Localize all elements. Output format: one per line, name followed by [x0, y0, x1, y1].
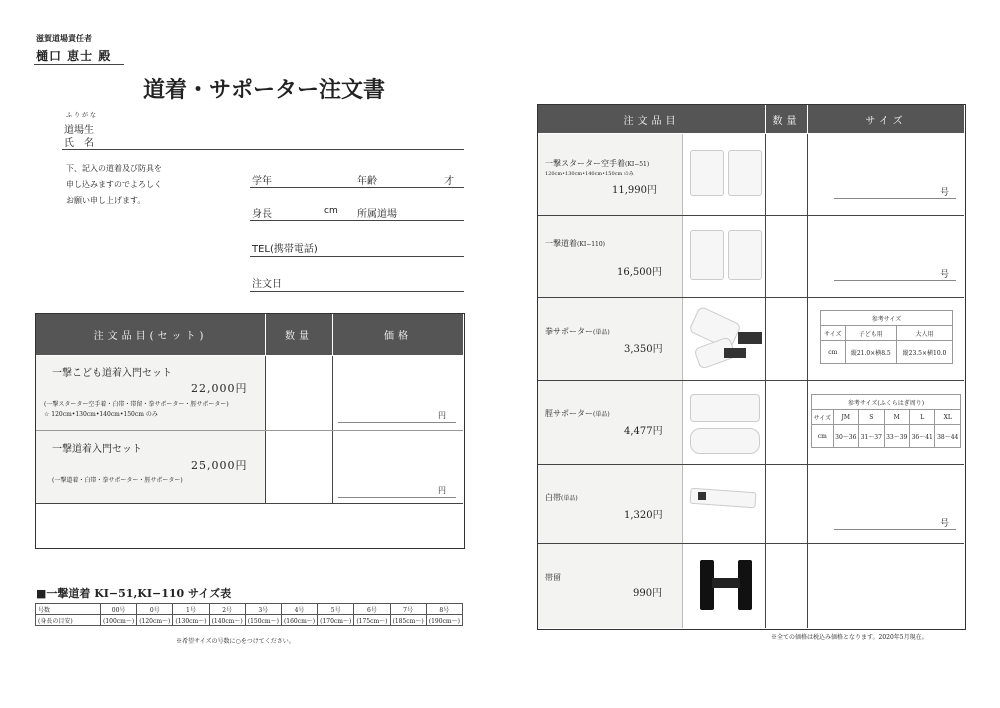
- grade-label: 学年: [252, 176, 272, 187]
- applicant-label-1: 道場生: [64, 125, 94, 136]
- item-row-5-price: 1,320円: [624, 510, 663, 521]
- item-row-6-name: 帯留: [545, 573, 561, 582]
- set-row-1-name: 一撃こども道着入門セット: [52, 368, 172, 379]
- page-title: 道着・サポーター注文書: [143, 78, 386, 103]
- item-row-2-size-field[interactable]: [834, 280, 956, 281]
- dogi-image: [690, 230, 724, 280]
- item-row-1-name: 一撃スターター空手着(KI−51): [545, 159, 650, 168]
- set-row-2-name: 一撃道着入門セット: [52, 444, 142, 455]
- set-row-2-price-field[interactable]: [338, 497, 456, 498]
- order-date-label: 注文日: [252, 279, 282, 290]
- shin-ref-table: 参考サイズ(ふくらはぎ周り) サイズ JM S M L XL cm 30〜36 31〜37 33〜39 36〜41 38〜44: [811, 394, 961, 448]
- karate-gi-image: [690, 150, 724, 196]
- set-header-price: 価格: [333, 314, 463, 355]
- item-row-1-price: 11,990円: [612, 185, 657, 196]
- height-field[interactable]: [250, 220, 464, 221]
- dojo-label: 所属道場: [357, 209, 397, 220]
- set-row-2-price: 25,000円: [191, 459, 248, 472]
- footer-note: ※全ての価格は税込み価格となります。2020年5月現在。: [771, 634, 928, 641]
- addressee-role: 滋賀道場責任者: [36, 34, 92, 43]
- set-row-1-price: 22,000円: [191, 382, 248, 395]
- item-row-1-unit: 号: [940, 188, 950, 198]
- age-label: 年齢: [357, 176, 377, 187]
- item-row-2-price: 16,500円: [617, 267, 662, 278]
- item-row-3-price: 3,350円: [624, 344, 663, 355]
- applicant-label-2: 氏 名: [64, 138, 94, 149]
- fist-supporter-strap-icon: [738, 332, 762, 344]
- addressee-name: 樋口 恵士 殿: [36, 49, 112, 63]
- set-row-1-unit: 円: [438, 411, 446, 420]
- shin-supporter-image-2: [690, 428, 760, 454]
- item-header-size: サイズ: [808, 105, 964, 133]
- set-row-1-note2: ☆ 120cm•130cm•140cm•150cm のみ: [44, 411, 158, 418]
- size-table-note: ※希望サイズの号数に○をつけてください。: [176, 638, 295, 645]
- set-row-2-note: (一撃道着・白帯・拳サポーター・脛サポーター): [52, 477, 183, 484]
- height-unit: cm: [324, 206, 338, 216]
- set-header-qty: 数量: [266, 314, 332, 355]
- height-label: 身長: [252, 209, 272, 220]
- karate-gi-image-2: [728, 150, 762, 196]
- tel-field[interactable]: [250, 256, 464, 257]
- item-row-1-size-field[interactable]: [834, 198, 956, 199]
- item-row-3-name: 拳サポーター(単品): [545, 327, 610, 336]
- item-row-5-size-field[interactable]: [834, 529, 956, 530]
- age-unit: 才: [444, 176, 454, 187]
- size-table-title: ■一撃道着 KI−51,KI−110 サイズ表: [36, 587, 232, 600]
- item-row-5-unit: 号: [940, 519, 950, 529]
- item-row-2-unit: 号: [940, 270, 950, 280]
- shin-supporter-image: [690, 394, 760, 422]
- set-header-item: 注文品目(セット): [36, 314, 265, 355]
- item-row-6-price: 990円: [633, 588, 663, 599]
- notice-text: 下、記入の道着及び防具を 申し込みますのでよろしく お願い申し上げます。: [66, 164, 162, 205]
- item-row-1-sub: 120cm•130cm•140cm•150cm のみ: [545, 171, 634, 177]
- item-row-4-name: 脛サポーター(単品): [545, 409, 610, 418]
- tel-label: TEL(携帯電話): [252, 244, 318, 255]
- item-row-2-name: 一撃道着(KI−110): [545, 239, 606, 248]
- size-table: 号数 00号 0号 1号 2号 3号 4号 5号 6号 7号 8号 (身長の目安) (100cm〜) (120cm〜) (130cm〜) (140cm〜) (150cm〜) (160cm〜) (170cm〜) (175cm〜) (185cm〜) (190cm〜): [35, 603, 463, 626]
- item-header-name: 注文品目: [538, 105, 765, 133]
- item-header-qty: 数量: [766, 105, 807, 133]
- item-row-5-name: 白帯(単品): [545, 493, 578, 502]
- set-row-1-note: (一撃スターター空手着・白帯・帯留・拳サポーター・脛サポーター): [44, 401, 229, 408]
- furigana-label: ふりがな: [66, 112, 99, 119]
- item-row-4-price: 4,477円: [624, 426, 663, 437]
- belt-label-icon: [698, 492, 706, 500]
- set-row-1-price-field[interactable]: [338, 422, 456, 423]
- fist-supporter-strap-icon-2: [724, 348, 746, 358]
- set-row-2-unit: 円: [438, 486, 446, 495]
- belt-holder-strap-icon: [712, 578, 740, 588]
- dogi-image-2: [728, 230, 762, 280]
- grade-field[interactable]: [250, 187, 464, 188]
- order-date-field[interactable]: [250, 291, 464, 292]
- belt-holder-image-2: [738, 560, 752, 610]
